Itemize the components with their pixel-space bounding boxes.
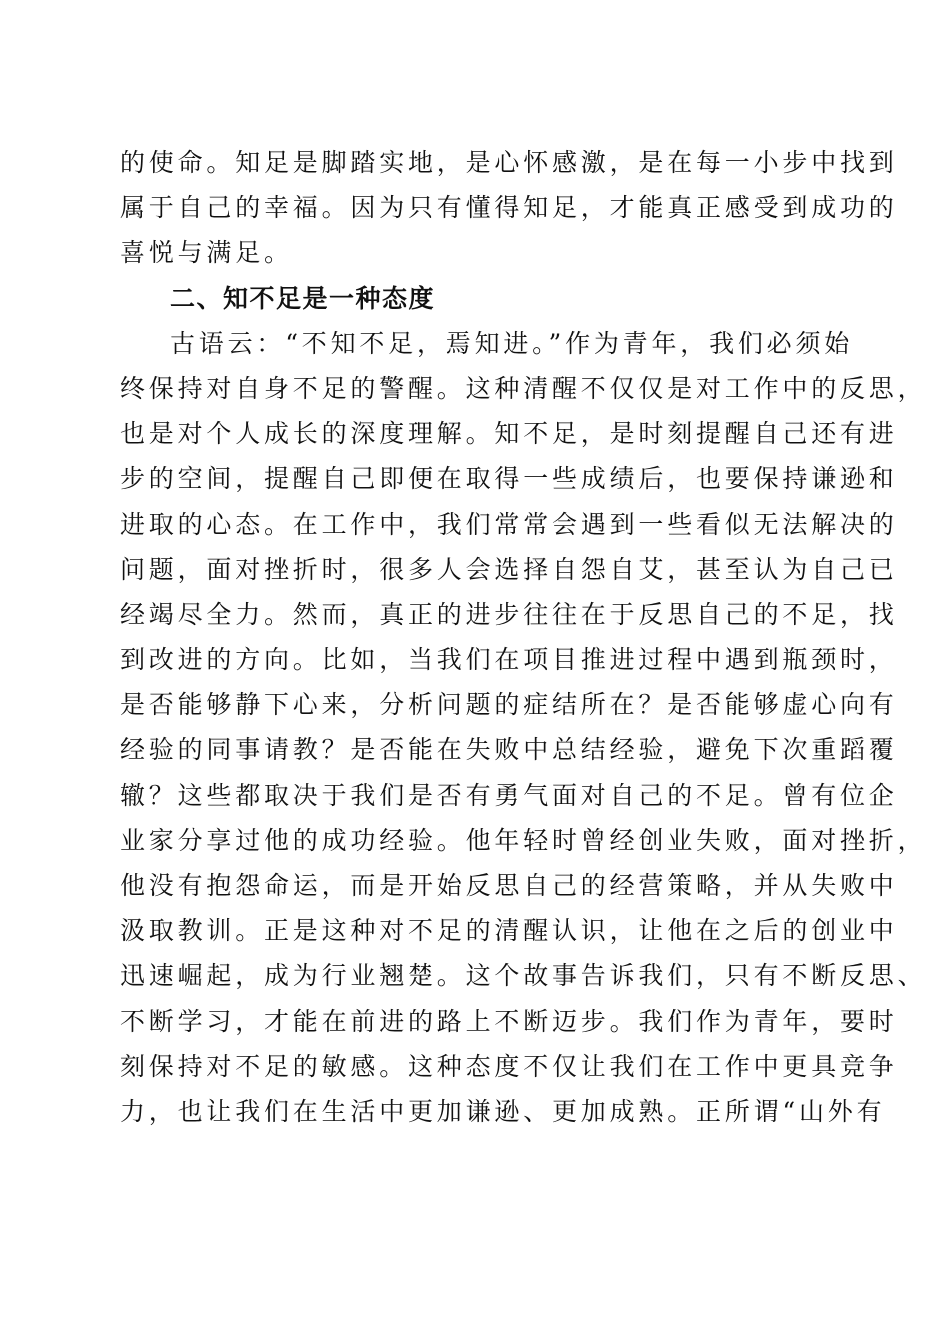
text-line: 喜悦与满足。: [120, 238, 293, 268]
section-heading: 二、知不足是一种态度: [170, 283, 436, 313]
text-line: 汲取教训。正是这种对不足的清醒认识，让他在之后的创业中: [120, 916, 898, 946]
text-line: 的使命。知足是脚踏实地，是心怀感激，是在每一小步中找到: [120, 148, 898, 177]
text-line: 不断学习，才能在前进的路上不断迈步。我们作为青年，要时: [120, 1006, 898, 1036]
text-line: 也是对个人成长的深度理解。知不足，是时刻提醒自己还有进: [120, 419, 898, 449]
paragraph-section-two: [120, 321, 927, 1134]
text-line: 力，也让我们在生活中更加谦逊、更加成熟。正所谓“山外有: [120, 1096, 886, 1126]
text-line: 经竭尽全力。然而，真正的进步往往在于反思自己的不足，找: [120, 599, 898, 629]
text-line: 进取的心态。在工作中，我们常常会遇到一些看似无法解决的: [120, 509, 898, 539]
document-body: [120, 140, 927, 1134]
text-line: 业家分享过他的成功经验。他年轻时曾经创业失败，面对挫折，: [120, 825, 927, 855]
text-line: 辙？这些都取决于我们是否有勇气面对自己的不足。曾有位企: [120, 780, 898, 810]
text-line: 迅速崛起，成为行业翘楚。这个故事告诉我们，只有不断反思、: [120, 961, 927, 991]
text-line: 他没有抱怨命运，而是开始反思自己的经营策略，并从失败中: [120, 871, 898, 900]
text-line: 到改进的方向。比如，当我们在项目推进过程中遇到瓶颈时，: [120, 645, 898, 675]
text-line: 问题，面对挫折时，很多人会选择自怨自艾，甚至认为自己已: [120, 554, 898, 584]
text-line: 终保持对自身不足的警醒。这种清醒不仅仅是对工作中的反思，: [120, 373, 927, 403]
text-line: 是否能够静下心来，分析问题的症结所在？是否能够虚心向有: [120, 690, 898, 720]
text-line: 刻保持对不足的敏感。这种态度不仅让我们在工作中更具竞争: [120, 1051, 898, 1081]
text-line: 属于自己的幸福。因为只有懂得知足，才能真正感受到成功的: [120, 193, 898, 223]
text-line: 步的空间，提醒自己即便在取得一些成绩后，也要保持谦逊和: [120, 464, 898, 494]
paragraph-continued: [120, 140, 898, 276]
text-line: 古语云：“不知不足，焉知进。”作为青年，我们必须始: [170, 328, 854, 358]
text-line: 经验的同事请教？是否能在失败中总结经验，避免下次重蹈覆: [120, 735, 898, 765]
